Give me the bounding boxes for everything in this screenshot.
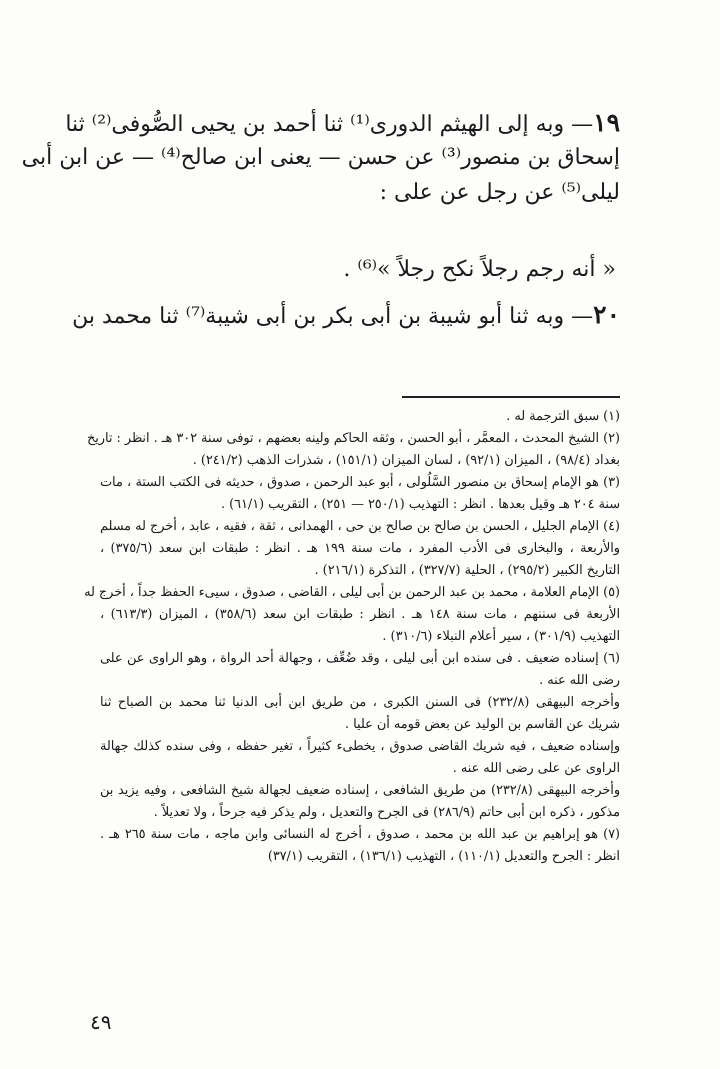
footnote-line: (٧) هو إبراهيم بن عبد الله بن محمد ، صدوق ، أخرج له النسائى وابن ماجه ، مات سنة ٢٦٥ هـ .	[100, 827, 621, 842]
footnote-line: (٦) إسناده ضعيف . فى سنده ابن أبى ليلى ، وقد ضُعِّف ، وجهالة أحد الرواة ، وهو الراوى عن على	[100, 651, 620, 666]
footnote-separator	[402, 396, 620, 398]
hadith-19-number: ١٩	[593, 108, 620, 137]
footnotes	[84, 408, 621, 870]
footnote-line: وإسناده ضعيف ، فيه شريك القاضى صدوق ، يخطىء كثيراً ، تغير حفظه ، وفى سنده كذلك جهالة	[100, 739, 620, 754]
hadith-20-line-1	[72, 300, 620, 335]
footnote-line: مذكور ، ذكره ابن أبى حاتم (٢٨٦/٩) فى الجرح والتعديل ، ولم يذكر فيه جرحاً ، ولا تعديلاً .	[153, 805, 620, 820]
footnote-line: (٥) الإمام العلامة ، محمد بن عبد الرحمن بن أبى ليلى ، القاضى ، صدوق ، سيىء الحفظ جداً ، أخرج له	[84, 585, 620, 600]
footnote-line: (٣) هو الإمام إسحاق بن منصور السَّلُولى ، أبو عبد الرحمن ، صدوق ، حديثه فى الكتب الستة ، مات	[100, 475, 620, 490]
footnote-line: والأربعة ، والبخارى فى الأدب المفرد ، مات سنة ١٩٩ هـ . انظر : طبقات ابن سعد (٣٧٥/٦) ،	[100, 541, 620, 556]
footnote-line: التهذيب (٣٠١/٩) ، سير أعلام النبلاء (٣١٠/٦) .	[382, 629, 620, 644]
footnote-line: انظر : الجرح والتعديل (١١٠/١) ، التهذيب (١٣٦/١) ، التقريب (٣٧/١)	[267, 849, 620, 864]
footnote-line: بغداد (٩٨/٤) ، الميزان (٩٢/١) ، لسان الميزان (١٥١/١) ، شذرات الذهب (٢٤١/٢) .	[192, 453, 620, 468]
hadith-19-quote-block	[98, 255, 616, 290]
hadith-19-line-1	[65, 108, 620, 143]
hadith-20-number: ٢٠	[593, 300, 620, 329]
hadith-19-block	[21, 108, 620, 213]
footnote-line: رضى الله عنه .	[539, 673, 620, 688]
footnote-line: التاريخ الكبير (٢٩٥/٢) ، الحلية (٣٢٧/٧) ، التذكرة (٢١٦/١) .	[314, 563, 620, 578]
footnote-line: (١) سبق الترجمة له .	[506, 409, 620, 424]
footnote-line: الراوى عن على رضى الله عنه .	[452, 761, 620, 776]
footnote-line: سنة ٢٠٤ هـ وقيل بعدها . انظر : التهذيب (٢٥٠/١ — ٢٥١) ، التقريب (٦١/١) .	[221, 497, 620, 512]
footnote-line: وأخرجه البيهقى (٢٣٢/٨) من طريق الشافعى ، إسناده ضعيف لجهالة شيخ الشافعى ، وفيه يزيد بن	[100, 783, 620, 798]
footnote-line: (٢) الشيخ المحدث ، المعمَّر ، أبو الحسن ، وثقه الحاكم ولينه بعضهم ، توفى سنة ٣٠٢ هـ . انظر : تاريخ	[86, 431, 620, 446]
footnote-line: (٤) الإمام الجليل ، الحسن بن صالح بن صالح بن حى ، الهمدانى ، ثقة ، فقيه ، عابد ، أخرج له مسلم	[100, 519, 620, 534]
footnote-line: شريك عن القاسم بن الوليد عن بعض قومه أن عليا .	[345, 717, 620, 732]
hadith-19-line-1-text: — وبه إلى الهيثم الدورى⁽¹⁾ ثنا أحمد بن يحيى الصُّوفى⁽²⁾ ثنا	[65, 112, 594, 137]
footnote-line: وأخرجه البيهقى (٢٣٢/٨) فى السنن الكبرى ، من طريق ابن أبى الدنيا ثنا محمد بن الصباح ثنا	[100, 695, 620, 710]
hadith-20-block	[72, 300, 620, 335]
page-number: ٤٩	[90, 1010, 112, 1034]
footnote-line: الأربعة فى سننهم ، مات سنة ١٤٨ هـ . انظر : طبقات ابن سعد (٣٥٨/٦) ، الميزان (٦١٣/٣) ،	[100, 607, 620, 622]
hadith-19-line-2: إسحاق بن منصور⁽³⁾ عن حسن — يعنى ابن صالح⁽⁴⁾ — عن ابن أبى	[21, 145, 620, 170]
hadith-20-line-1-text: — وبه ثنا أبو شيبة بن أبى بكر بن أبى شيبة⁽⁷⁾ ثنا محمد بن	[72, 304, 594, 329]
hadith-19-quote: « أنه رجم رجلاً نكح رجلاً »⁽⁶⁾ .	[343, 257, 616, 282]
hadith-19-line-3: ليلى⁽⁵⁾ عن رجل عن على :	[379, 180, 620, 205]
